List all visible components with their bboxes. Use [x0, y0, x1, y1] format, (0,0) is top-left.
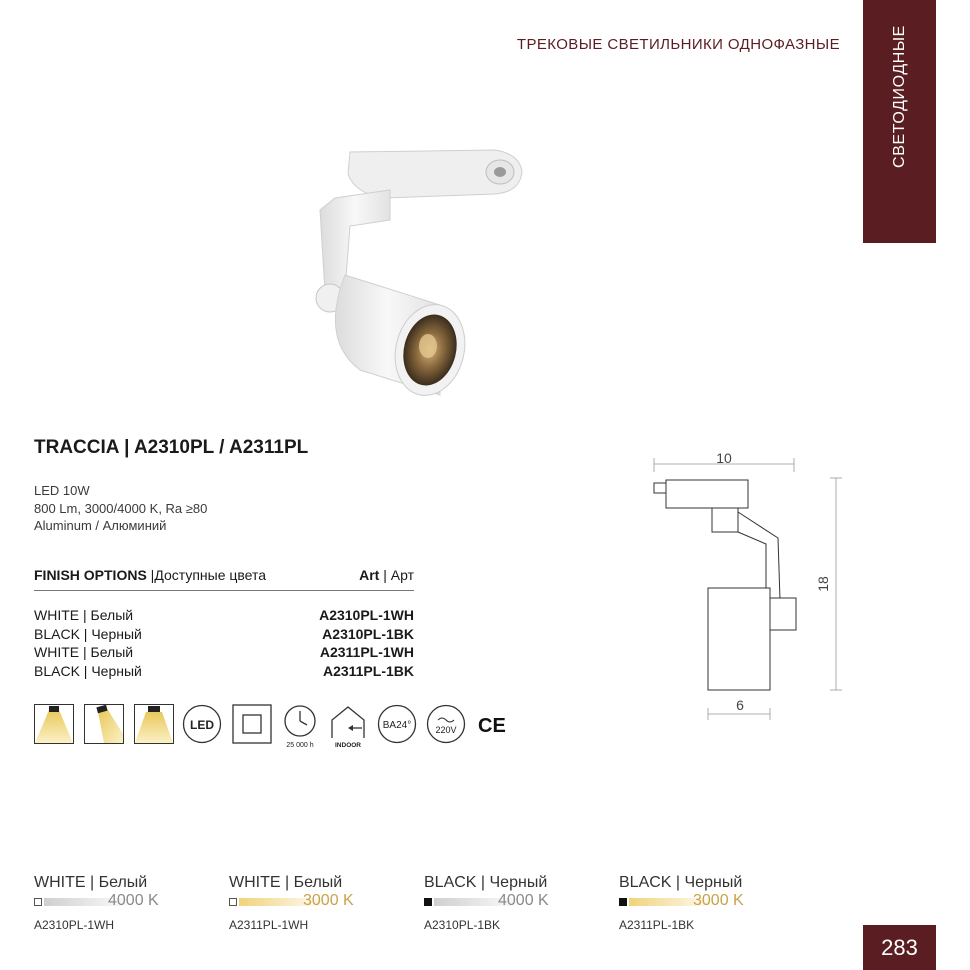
class-ii-icon	[232, 704, 272, 744]
lifetime-label: 25 000 h	[286, 742, 314, 749]
swatch-item	[619, 874, 809, 932]
white-finish-marker-icon	[34, 898, 42, 906]
page-number: 283	[863, 925, 936, 970]
lifetime-clock-icon	[280, 704, 320, 750]
swatch-art: A2311PL-1BK	[619, 918, 695, 932]
white-finish-marker-icon	[229, 898, 237, 906]
finish-color: WHITE | Белый	[34, 644, 134, 660]
socket-ba24-icon	[377, 704, 417, 744]
indoor-house-icon	[328, 704, 368, 750]
product-photo	[290, 140, 540, 405]
catalog-category-title: ТРЕКОВЫЕ СВЕТИЛЬНИКИ ОДНОФАЗНЫЕ	[516, 36, 840, 53]
black-finish-marker-icon	[619, 898, 627, 906]
swatch-item	[34, 874, 224, 932]
dim-width-bottom: 6	[736, 697, 744, 713]
beam-tilt-icon	[84, 704, 124, 744]
led-icon-label: LED	[190, 718, 214, 732]
product-specs	[34, 482, 207, 535]
finish-options-table	[34, 606, 414, 680]
finish-color: WHITE | Белый	[34, 607, 134, 623]
spec-output: 800 Lm, 3000/4000 K, Ra ≥80	[34, 500, 208, 516]
dimension-drawing	[640, 440, 850, 720]
finish-row	[34, 662, 414, 681]
finish-options-label-ru: |Доступные цвета	[146, 567, 267, 583]
finish-color: BLACK | Черный	[34, 662, 142, 679]
swatch-temperature: 3000 K	[693, 892, 744, 909]
finish-options-header	[34, 567, 414, 591]
swatch-temperature: 4000 K	[108, 892, 159, 909]
swatch-title: WHITE | Белый	[229, 874, 343, 891]
spec-power: LED 10W	[34, 483, 90, 498]
ce-mark-icon	[478, 712, 510, 736]
ce-label: CE	[478, 715, 506, 736]
swatch-item	[424, 874, 614, 932]
led-icon	[182, 704, 222, 744]
voltage-220v-icon	[426, 704, 466, 744]
swatch-art: A2310PL-1WH	[34, 918, 115, 932]
swatch-art: A2310PL-1BK	[424, 918, 501, 932]
indoor-label: INDOOR	[335, 742, 361, 749]
finish-row	[34, 606, 414, 625]
swatch-art: A2311PL-1WH	[229, 918, 309, 932]
socket-label: BA24°	[382, 720, 412, 731]
finish-art: A2311PL-1WH	[319, 644, 414, 660]
section-side-tab	[863, 0, 936, 243]
finish-color: BLACK | Черный	[34, 625, 142, 642]
product-title: TRACCIA | A2310PL / A2311PL	[34, 437, 309, 458]
section-side-tab-label: СВЕТОДИОДНЫЕ	[890, 25, 908, 168]
swatch-title: BLACK | Черный	[619, 874, 743, 891]
art-label: Art	[359, 567, 380, 583]
finish-options-label: FINISH OPTIONS	[34, 567, 147, 583]
beam-narrow-icon	[34, 704, 74, 744]
voltage-label: 220V	[435, 725, 457, 735]
art-label-ru: | Арт	[379, 567, 414, 583]
swatch-temperature: 3000 K	[303, 892, 354, 909]
swatch-temperature: 4000 K	[498, 892, 549, 909]
beam-rotate-icon	[134, 704, 174, 744]
finish-art: A2310PL-1WH	[319, 607, 414, 623]
finish-row	[34, 625, 414, 644]
finish-art: A2310PL-1BK	[322, 625, 414, 642]
spec-material: Aluminum / Алюминий	[34, 518, 167, 533]
finish-row	[34, 643, 414, 662]
swatch-title: BLACK | Черный	[424, 874, 548, 891]
swatch-item	[229, 874, 419, 932]
finish-art: A2311PL-1BK	[322, 662, 414, 679]
black-finish-marker-icon	[424, 898, 432, 906]
dim-width-top: 10	[716, 450, 732, 466]
swatch-title: WHITE | Белый	[34, 874, 148, 891]
dim-height: 18	[815, 576, 831, 592]
